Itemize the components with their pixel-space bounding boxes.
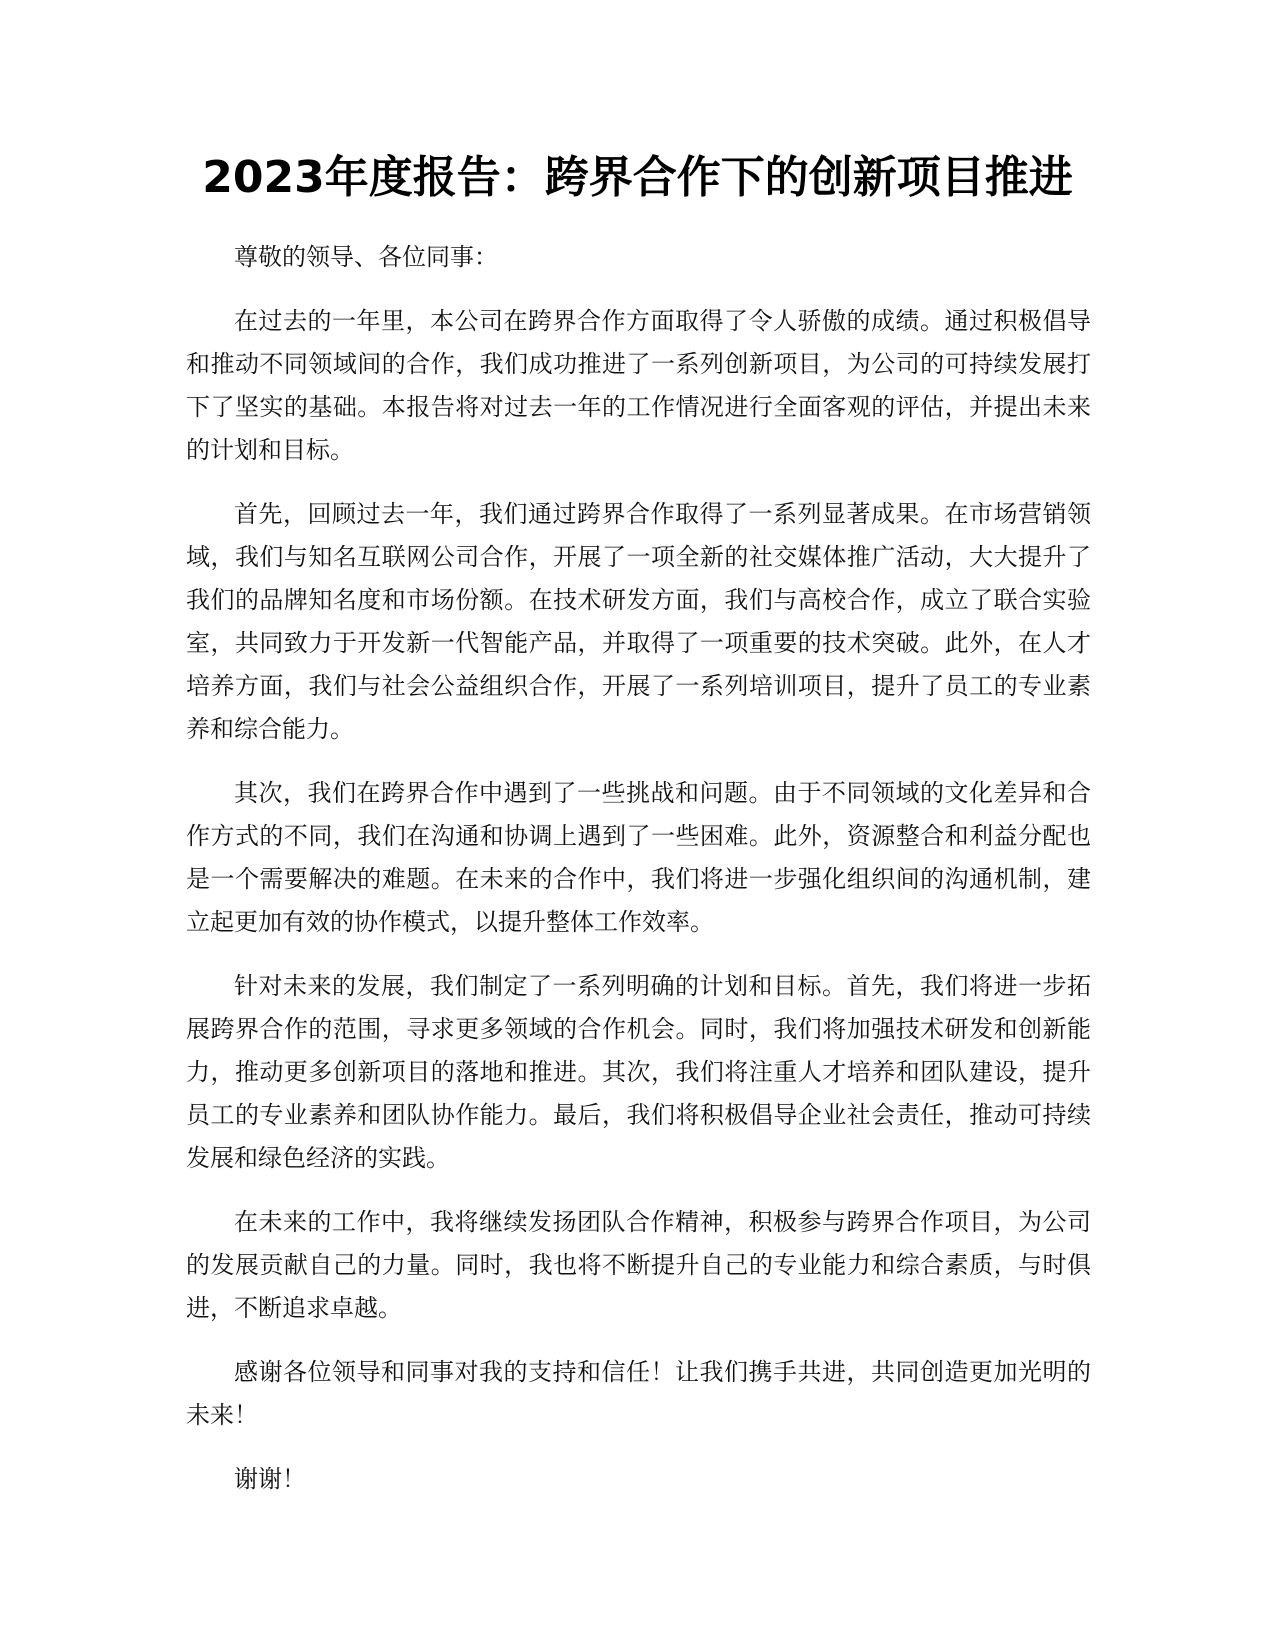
document-title: 2023年度报告：跨界合作下的创新项目推进 (202, 152, 1073, 203)
salutation-paragraph: 尊敬的领导、各位同事： (234, 243, 498, 271)
personal-commitment-paragraph: 在未来的工作中，我将继续发扬团队合作精神，积极参与跨界合作项目，为公司的发展贡献自己的力量。同时，我也将不断提升自己的专业能力和综合素质，与时俱进，不断追求卓越。 (186, 1208, 1091, 1322)
achievements-paragraph: 首先，回顾过去一年，我们通过跨界合作取得了一系列显著成果。在市场营销领域，我们与知名互联网公司合作，开展了一项全新的社交媒体推广活动，大大提升了我们的品牌知名度和市场份额。在技术研发方面，我们与高校合作，成立了联合实验室，共同致力于开发新一代智能产品，并取得了一项重要的技术突破。此外，在人才培养方面，我们与社会公益组织合作，开展了一系列培训项目，提升了员工的专业素养和综合能力。 (186, 500, 1091, 743)
challenges-paragraph: 其次，我们在跨界合作中遇到了一些挑战和问题。由于不同领域的文化差异和合作方式的不同，我们在沟通和协调上遇到了一些困难。此外，资源整合和利益分配也是一个需要解决的难题。在未来的合作中，我们将进一步强化组织间的沟通机制，建立起更加有效的协作模式，以提升整体工作效率。 (186, 779, 1091, 936)
document-body (186, 236, 1091, 1522)
plans-paragraph: 针对未来的发展，我们制定了一系列明确的计划和目标。首先，我们将进一步拓展跨界合作的范围，寻求更多领域的合作机会。同时，我们将加强技术研发和创新能力，推动更多创新项目的落地和推进。其次，我们将注重人才培养和团队建设，提升员工的专业素养和团队协作能力。最后，我们将积极倡导企业社会责任，推动可持续发展和绿色经济的实践。 (186, 972, 1091, 1172)
thanks-paragraph: 感谢各位领导和同事对我的支持和信任！让我们携手共进，共同创造更加光明的未来！ (186, 1358, 1091, 1429)
intro-paragraph: 在过去的一年里，本公司在跨界合作方面取得了令人骄傲的成绩。通过积极倡导和推动不同领域间的合作，我们成功推进了一系列创新项目，为公司的可持续发展打下了坚实的基础。本报告将对过去一年的工作情况进行全面客观的评估，并提出未来的计划和目标。 (186, 307, 1091, 464)
closing-paragraph: 谢谢！ (234, 1465, 306, 1493)
